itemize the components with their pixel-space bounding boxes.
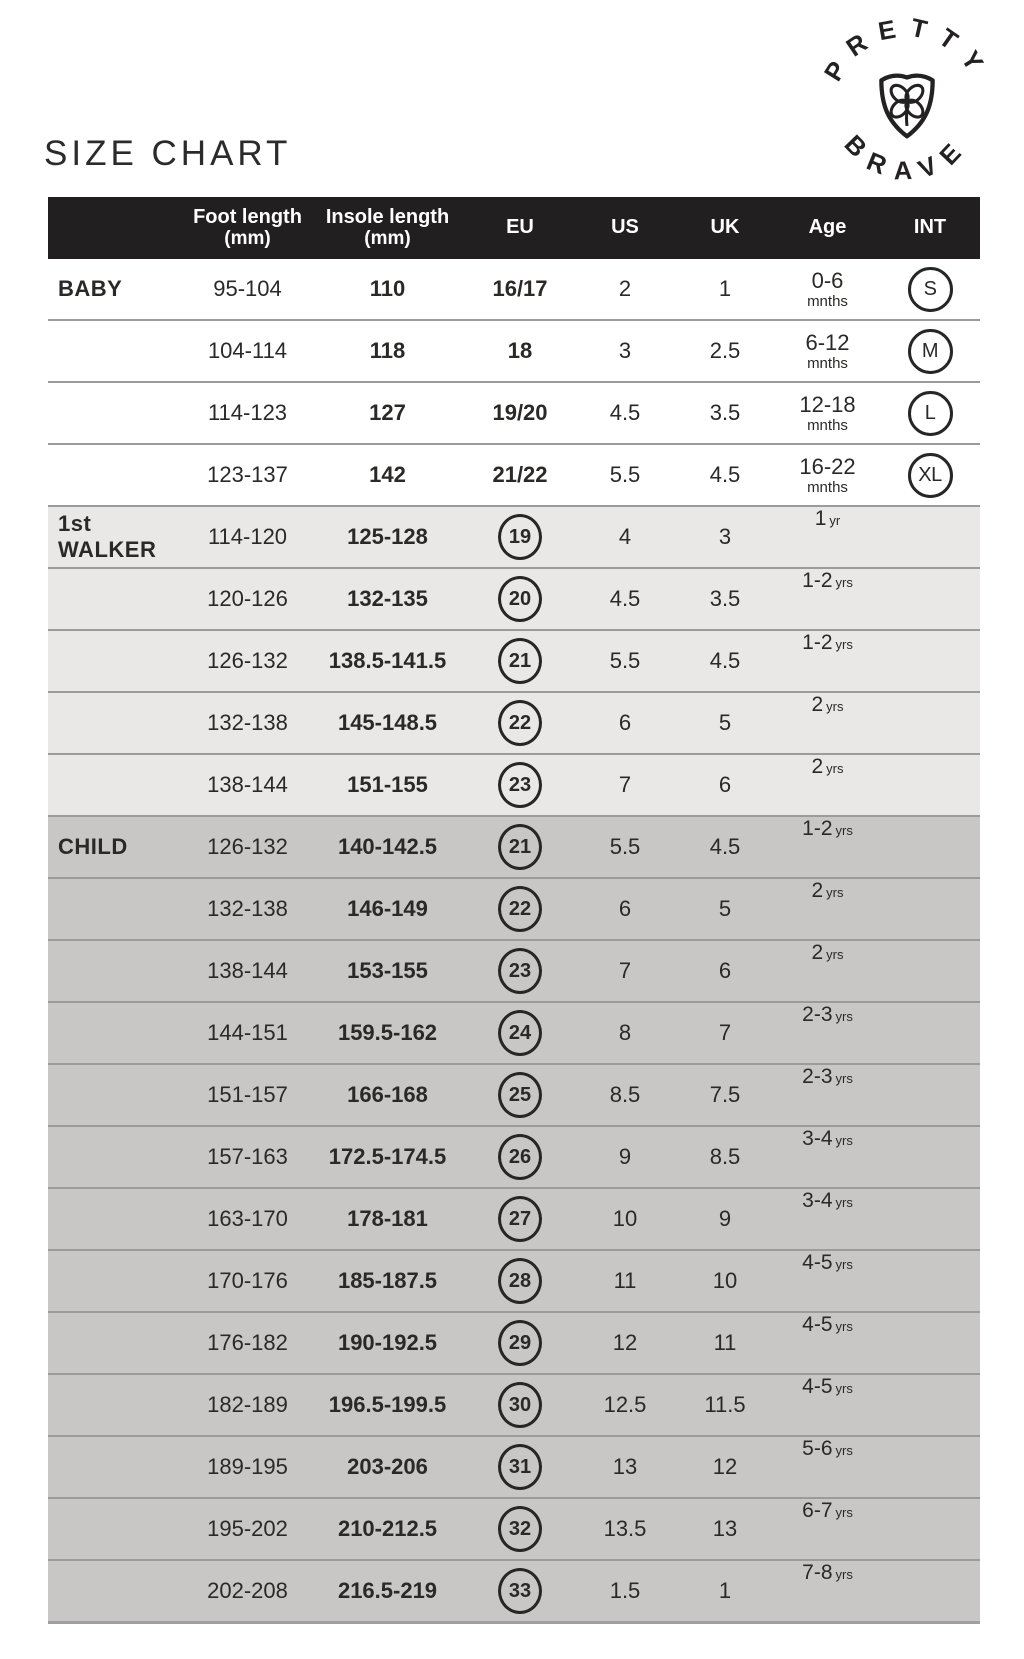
eu-size-cell	[465, 569, 575, 629]
eu-size-cell	[465, 259, 575, 319]
category-cell	[48, 1065, 185, 1125]
uk-size-cell: 5	[718, 710, 732, 735]
uk-size-cell: 3.5	[709, 586, 741, 611]
age-value: 3-4	[802, 1189, 833, 1212]
insole-length-cell: 216.5-219	[337, 1578, 438, 1603]
foot-length-cell: 123-137	[207, 462, 288, 487]
uk-size-cell: 11	[713, 1330, 737, 1355]
insole-length-cell: 196.5-199.5	[328, 1392, 447, 1417]
int-size-cell	[880, 1065, 980, 1125]
header-sublabel: (mm)	[224, 227, 271, 249]
us-size-cell: 4.5	[609, 586, 641, 611]
table-header-row	[48, 197, 980, 259]
int-size-badge: XL	[908, 453, 953, 498]
uk-size-cell: 11.5	[704, 1392, 746, 1417]
eu-size-cell	[465, 755, 575, 815]
logo-top-text: PRETTY	[819, 13, 995, 87]
age-unit: yrs	[835, 1195, 853, 1210]
table-row	[48, 1373, 980, 1435]
int-size-cell	[880, 755, 980, 815]
eu-size-value: 16/17	[492, 276, 548, 301]
us-size-cell: 5.5	[609, 462, 641, 487]
int-size-badge: M	[908, 329, 953, 374]
table-row	[48, 877, 980, 939]
int-size-badge: S	[908, 267, 953, 312]
category-cell	[48, 1251, 185, 1311]
header-label: EU	[506, 216, 534, 239]
eu-size-circle: 22	[498, 886, 542, 932]
age-unit: yrs	[835, 823, 853, 838]
foot-length-cell: 114-123	[207, 400, 288, 425]
foot-length-cell: 157-163	[207, 1144, 288, 1169]
eu-size-cell	[465, 1437, 575, 1497]
eu-size-circle: 31	[498, 1444, 542, 1490]
table-row	[48, 815, 980, 877]
age-value: 2	[811, 941, 824, 964]
logo-bottom-text: BRAVE	[838, 130, 976, 186]
int-size-cell	[880, 1437, 980, 1497]
int-size-cell	[880, 321, 980, 381]
category-cell	[48, 879, 185, 939]
age-cell	[775, 941, 880, 1001]
uk-size-cell: 6	[718, 958, 732, 983]
header-label: Age	[808, 216, 847, 239]
insole-length-cell: 110	[369, 276, 406, 301]
eu-size-cell	[465, 1313, 575, 1373]
table-row	[48, 1435, 980, 1497]
age-cell	[775, 383, 880, 443]
age-unit: yrs	[826, 699, 844, 714]
header-cell-us	[575, 197, 675, 259]
foot-length-cell: 138-144	[207, 772, 288, 797]
table-row	[48, 1559, 980, 1621]
age-value: 2	[811, 755, 824, 778]
brand-logo	[812, 10, 1002, 200]
us-size-cell: 7	[618, 772, 632, 797]
header-cell-foot-length	[185, 197, 310, 259]
age-value: 1-2	[802, 817, 833, 840]
category-cell	[48, 941, 185, 1001]
foot-length-cell: 176-182	[207, 1330, 288, 1355]
us-size-cell: 3	[618, 338, 632, 363]
age-cell	[775, 507, 880, 567]
uk-size-cell: 8.5	[709, 1144, 741, 1169]
age-cell	[775, 1313, 880, 1373]
age-cell	[775, 1189, 880, 1249]
us-size-cell: 13.5	[603, 1516, 647, 1541]
int-size-cell	[880, 1313, 980, 1373]
us-size-cell: 2	[618, 276, 632, 301]
insole-length-cell: 190-192.5	[337, 1330, 438, 1355]
us-size-cell: 12	[612, 1330, 638, 1355]
eu-size-cell	[465, 631, 575, 691]
us-size-cell: 8.5	[609, 1082, 641, 1107]
eu-size-circle: 22	[498, 700, 542, 746]
eu-size-value: 21/22	[492, 462, 548, 487]
header-label: US	[611, 216, 639, 239]
category-cell	[48, 569, 185, 629]
category-cell	[48, 445, 185, 505]
age-unit: yrs	[835, 1381, 853, 1396]
eu-size-cell	[465, 941, 575, 1001]
eu-size-circle: 23	[498, 762, 542, 808]
eu-size-circle: 32	[498, 1506, 542, 1552]
header-cell-category	[48, 197, 185, 259]
insole-length-cell: 145-148.5	[337, 710, 438, 735]
table-row	[48, 259, 980, 319]
age-unit: yrs	[835, 1319, 853, 1334]
us-size-cell: 11	[613, 1268, 637, 1293]
eu-size-value: 19/20	[492, 400, 548, 425]
eu-size-cell	[465, 507, 575, 567]
age-cell	[775, 569, 880, 629]
us-size-cell: 8	[618, 1020, 632, 1045]
header-label: UK	[710, 216, 740, 239]
eu-size-cell	[465, 1065, 575, 1125]
header-label: Insole length	[325, 205, 450, 228]
int-size-cell	[880, 1003, 980, 1063]
age-unit: mnths	[807, 478, 848, 496]
table-row	[48, 691, 980, 753]
eu-size-cell	[465, 1375, 575, 1435]
insole-length-cell: 140-142.5	[337, 834, 438, 859]
eu-size-circle: 26	[498, 1134, 542, 1180]
age-value: 2-3	[802, 1003, 833, 1026]
age-cell	[775, 1251, 880, 1311]
age-value: 1	[814, 507, 827, 530]
age-cell	[775, 631, 880, 691]
foot-length-cell: 202-208	[207, 1578, 288, 1603]
uk-size-cell: 9	[718, 1206, 732, 1231]
insole-length-cell: 178-181	[347, 1206, 428, 1231]
eu-size-circle: 28	[498, 1258, 542, 1304]
uk-size-cell: 12	[712, 1454, 738, 1479]
header-cell-insole-length	[310, 197, 465, 259]
age-unit: yrs	[835, 1133, 853, 1148]
insole-length-cell: 153-155	[347, 958, 428, 983]
us-size-cell: 9	[618, 1144, 632, 1169]
uk-size-cell: 2.5	[709, 338, 741, 363]
header-cell-uk	[675, 197, 775, 259]
insole-length-cell: 185-187.5	[337, 1268, 438, 1293]
age-value: 2	[811, 693, 824, 716]
category-cell	[48, 1375, 185, 1435]
category-cell	[48, 631, 185, 691]
age-value: 6-12	[805, 329, 850, 355]
eu-size-circle: 27	[498, 1196, 542, 1242]
us-size-cell: 4.5	[609, 400, 641, 425]
int-size-cell	[880, 507, 980, 567]
age-value: 4-5	[802, 1251, 833, 1274]
us-size-cell: 4	[618, 524, 632, 549]
table-row	[48, 1249, 980, 1311]
foot-length-cell: 126-132	[207, 648, 288, 673]
age-cell	[775, 817, 880, 877]
foot-length-cell: 182-189	[207, 1392, 288, 1417]
uk-size-cell: 4.5	[709, 462, 741, 487]
uk-size-cell: 3.5	[709, 400, 741, 425]
foot-length-cell: 114-120	[207, 524, 288, 549]
int-size-cell	[880, 1251, 980, 1311]
eu-size-cell	[465, 1499, 575, 1559]
uk-size-cell: 4.5	[709, 648, 741, 673]
header-cell-eu	[465, 197, 575, 259]
age-unit: yrs	[826, 761, 844, 776]
table-row	[48, 629, 980, 691]
table-row	[48, 939, 980, 1001]
uk-size-cell: 10	[712, 1268, 738, 1293]
us-size-cell: 7	[618, 958, 632, 983]
table-row	[48, 443, 980, 505]
foot-length-cell: 189-195	[207, 1454, 288, 1479]
uk-size-cell: 7	[718, 1020, 732, 1045]
table-row	[48, 567, 980, 629]
foot-length-cell: 138-144	[207, 958, 288, 983]
eu-size-cell	[465, 445, 575, 505]
us-size-cell: 10	[612, 1206, 638, 1231]
age-value: 3-4	[802, 1127, 833, 1150]
age-unit: yrs	[835, 575, 853, 590]
table-row	[48, 1497, 980, 1559]
eu-size-cell	[465, 1251, 575, 1311]
int-size-cell	[880, 1561, 980, 1621]
foot-length-cell: 132-138	[207, 710, 288, 735]
age-cell	[775, 1437, 880, 1497]
table-body	[48, 259, 980, 1621]
int-size-cell	[880, 817, 980, 877]
insole-length-cell: 127	[369, 400, 406, 425]
int-size-cell	[880, 1189, 980, 1249]
age-cell	[775, 445, 880, 505]
eu-size-cell	[465, 879, 575, 939]
uk-size-cell: 1	[718, 1578, 732, 1603]
age-unit: yrs	[835, 1009, 853, 1024]
table-row	[48, 1063, 980, 1125]
age-unit: yrs	[835, 1071, 853, 1086]
foot-length-cell: 126-132	[207, 834, 288, 859]
category-cell	[48, 1561, 185, 1621]
category-cell: BABY	[58, 276, 123, 301]
table-row	[48, 1125, 980, 1187]
us-size-cell: 5.5	[609, 834, 641, 859]
age-value: 4-5	[802, 1313, 833, 1336]
header-sublabel: (mm)	[364, 227, 411, 249]
uk-size-cell: 4.5	[709, 834, 741, 859]
insole-length-cell: 166-168	[347, 1082, 428, 1107]
us-size-cell: 5.5	[609, 648, 641, 673]
foot-length-cell: 195-202	[207, 1516, 288, 1541]
age-unit: mnths	[807, 292, 848, 310]
age-value: 5-6	[802, 1437, 833, 1460]
age-cell	[775, 879, 880, 939]
insole-length-cell: 151-155	[347, 772, 428, 797]
eu-size-circle: 19	[498, 514, 542, 560]
foot-length-cell: 95-104	[213, 276, 282, 301]
category-cell	[48, 1313, 185, 1373]
age-value: 0-6	[811, 267, 844, 293]
age-value: 2-3	[802, 1065, 833, 1088]
int-size-cell	[880, 693, 980, 753]
uk-size-cell: 13	[712, 1516, 738, 1541]
eu-size-circle: 29	[498, 1320, 542, 1366]
int-size-cell	[880, 1375, 980, 1435]
eu-size-circle: 24	[498, 1010, 542, 1056]
table-row	[48, 505, 980, 567]
eu-size-circle: 30	[498, 1382, 542, 1428]
eu-size-circle: 23	[498, 948, 542, 994]
foot-length-cell: 170-176	[207, 1268, 288, 1293]
size-chart-table	[48, 197, 980, 1624]
category-cell	[48, 693, 185, 753]
foot-length-cell: 163-170	[207, 1206, 288, 1231]
age-unit: yrs	[835, 1443, 853, 1458]
insole-length-cell: 210-212.5	[337, 1516, 438, 1541]
header-label: INT	[913, 216, 947, 239]
age-cell	[775, 321, 880, 381]
age-value: 4-5	[802, 1375, 833, 1398]
us-size-cell: 1.5	[609, 1578, 641, 1603]
table-row	[48, 1311, 980, 1373]
eu-size-circle: 33	[498, 1568, 542, 1614]
age-cell	[775, 1065, 880, 1125]
us-size-cell: 13	[612, 1454, 638, 1479]
int-size-cell	[880, 569, 980, 629]
int-size-cell	[880, 631, 980, 691]
eu-size-circle: 25	[498, 1072, 542, 1118]
eu-size-circle: 21	[498, 824, 542, 870]
age-unit: yrs	[826, 885, 844, 900]
eu-size-cell	[465, 693, 575, 753]
insole-length-cell: 172.5-174.5	[328, 1144, 447, 1169]
us-size-cell: 6	[618, 710, 632, 735]
age-cell	[775, 1127, 880, 1187]
int-size-cell	[880, 941, 980, 1001]
eu-size-cell	[465, 817, 575, 877]
category-cell	[48, 1499, 185, 1559]
age-cell	[775, 693, 880, 753]
age-unit: yrs	[835, 637, 853, 652]
age-cell	[775, 259, 880, 319]
category-cell	[48, 755, 185, 815]
age-cell	[775, 755, 880, 815]
header-label: Foot length	[193, 205, 302, 228]
uk-size-cell: 1	[718, 276, 732, 301]
age-unit: yrs	[835, 1505, 853, 1520]
int-size-cell	[880, 445, 980, 505]
foot-length-cell: 151-157	[207, 1082, 288, 1107]
age-value: 6-7	[802, 1499, 833, 1522]
category-cell	[48, 1127, 185, 1187]
insole-length-cell: 142	[369, 462, 406, 487]
insole-length-cell: 118	[369, 338, 406, 363]
us-size-cell: 6	[618, 896, 632, 921]
header-cell-int	[880, 197, 980, 259]
age-cell	[775, 1375, 880, 1435]
category-cell	[48, 1189, 185, 1249]
table-row	[48, 1001, 980, 1063]
foot-length-cell: 144-151	[207, 1020, 288, 1045]
us-size-cell: 12.5	[603, 1392, 647, 1417]
uk-size-cell: 6	[718, 772, 732, 797]
foot-length-cell: 120-126	[207, 586, 288, 611]
int-size-badge: L	[908, 391, 953, 436]
age-value: 16-22	[799, 453, 856, 479]
age-unit: mnths	[807, 416, 848, 434]
table-row	[48, 319, 980, 381]
age-cell	[775, 1561, 880, 1621]
eu-size-circle: 20	[498, 576, 542, 622]
eu-size-cell	[465, 1003, 575, 1063]
age-unit: yrs	[835, 1567, 853, 1582]
eu-size-cell	[465, 321, 575, 381]
age-value: 1-2	[802, 569, 833, 592]
eu-size-cell	[465, 1189, 575, 1249]
age-unit: yr	[829, 513, 841, 528]
insole-length-cell: 146-149	[347, 896, 428, 921]
insole-length-cell: 125-128	[347, 524, 428, 549]
age-unit: yrs	[835, 1257, 853, 1272]
page-title: SIZE CHART	[44, 134, 292, 173]
insole-length-cell: 138.5-141.5	[328, 648, 447, 673]
age-value: 7-8	[802, 1561, 833, 1584]
category-cell	[48, 1437, 185, 1497]
age-value: 12-18	[799, 391, 856, 417]
int-size-cell	[880, 1499, 980, 1559]
int-size-cell	[880, 879, 980, 939]
category-cell	[48, 383, 185, 443]
int-size-cell	[880, 259, 980, 319]
uk-size-cell: 3	[718, 524, 732, 549]
age-cell	[775, 1499, 880, 1559]
eu-size-cell	[465, 1127, 575, 1187]
header-cell-age	[775, 197, 880, 259]
int-size-cell	[880, 383, 980, 443]
insole-length-cell: 203-206	[347, 1454, 428, 1479]
insole-length-cell: 132-135	[347, 586, 428, 611]
category-cell: CHILD	[58, 834, 128, 859]
age-cell	[775, 1003, 880, 1063]
clover-icon	[888, 82, 926, 126]
uk-size-cell: 7.5	[709, 1082, 741, 1107]
table-row	[48, 1187, 980, 1249]
eu-size-value: 18	[507, 338, 533, 363]
foot-length-cell: 104-114	[207, 338, 288, 363]
age-value: 2	[811, 879, 824, 902]
age-value: 1-2	[802, 631, 833, 654]
eu-size-circle: 21	[498, 638, 542, 684]
category-cell: 1st WALKER	[58, 511, 157, 562]
uk-size-cell: 5	[718, 896, 732, 921]
category-cell	[48, 1003, 185, 1063]
table-row	[48, 381, 980, 443]
foot-length-cell: 132-138	[207, 896, 288, 921]
int-size-cell	[880, 1127, 980, 1187]
age-unit: mnths	[807, 354, 848, 372]
eu-size-cell	[465, 383, 575, 443]
insole-length-cell: 159.5-162	[337, 1020, 438, 1045]
eu-size-cell	[465, 1561, 575, 1621]
category-cell	[48, 321, 185, 381]
table-row	[48, 753, 980, 815]
age-unit: yrs	[826, 947, 844, 962]
pretty-brave-logo-icon	[812, 10, 1002, 200]
